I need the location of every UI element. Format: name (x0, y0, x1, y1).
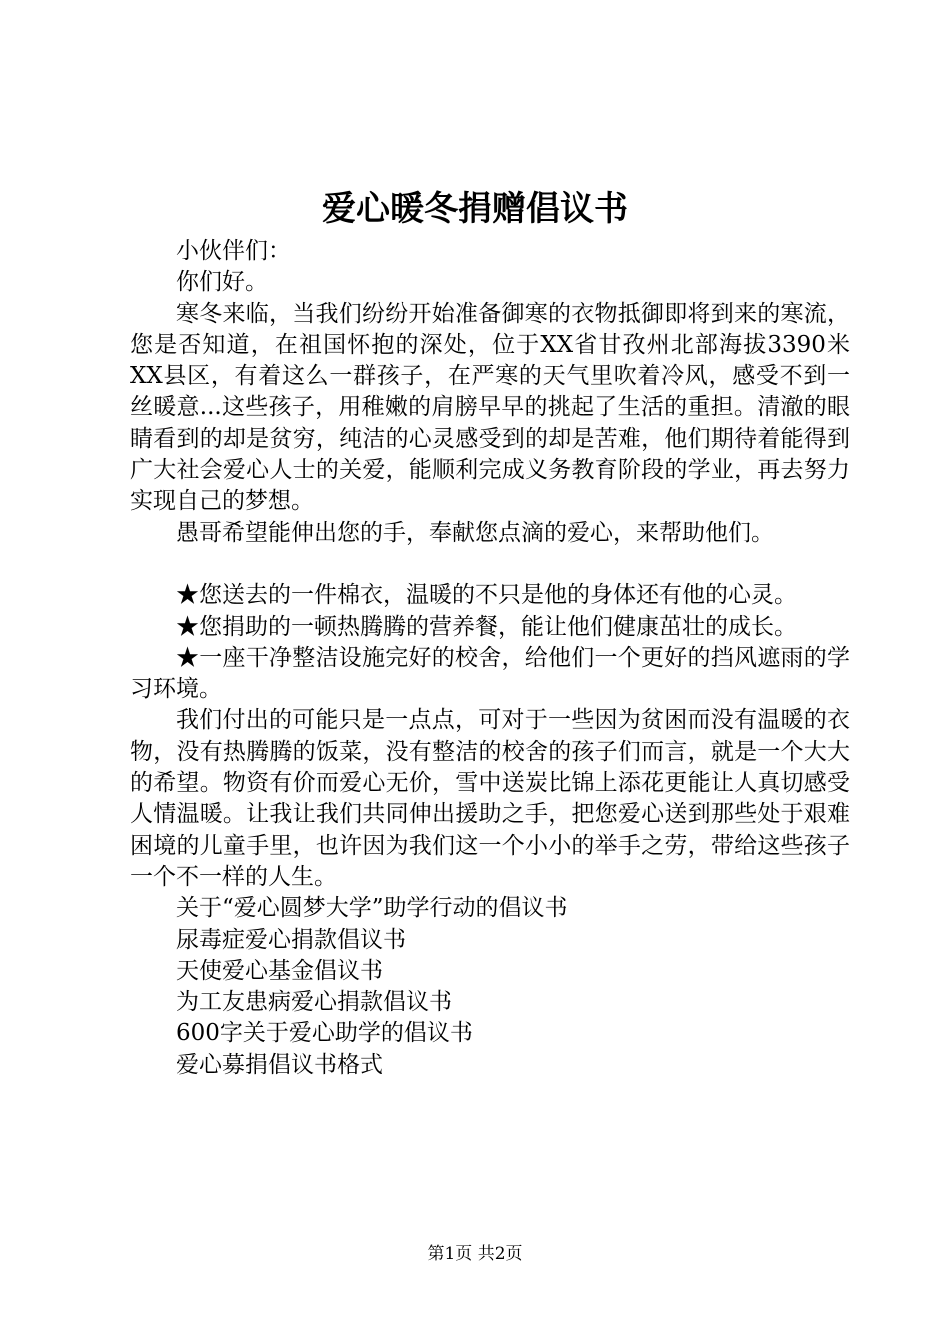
bullet-item: ★您送去的一件棉衣，温暖的不只是他的身体还有他的心灵。 (176, 582, 797, 609)
bullet-item: ★您捐助的一顿热腾腾的营养餐，能让他们健康茁壮的成长。 (176, 613, 797, 640)
blank-line (130, 549, 850, 580)
related-link[interactable]: 尿毒症爱心捐款倡议书 (176, 926, 406, 953)
document-body (130, 236, 850, 1081)
bullet-item: ★一座干净整洁设施完好的校舍，给他们一个更好的挡风遮雨的学习环境。 (130, 644, 850, 703)
document-title: 爱心暖冬捐赠倡议书 (322, 189, 628, 229)
greeting: 你们好。 (176, 269, 268, 296)
related-link[interactable]: 爱心募捐倡议书格式 (176, 1051, 383, 1078)
paragraph-intro: 寒冬来临，当我们纷纷开始准备御寒的衣物抵御即将到来的寒流，您是否知道，在祖国怀抱的深处，位于XX省甘孜州北部海拔3390米XX县区，有着这么一群孩子，在严寒的天气里吹着冷风，感受不到一丝暖意...这些孩子，用稚嫩的肩膀早早的挑起了生活的重担。清澈的眼睛看到的却是贫穷，纯洁的心灵感受到的却是苦难，他们期待着能得到广大社会爱心人士的关爱，能顺利完成义务教育阶段的学业，再去努力实现自己的梦想。 (130, 300, 850, 515)
salutation: 小伙伴们： (176, 238, 291, 264)
related-link[interactable]: 600字关于爱心助学的倡议书 (176, 1020, 473, 1047)
paragraph-appeal: 愚哥希望能伸出您的手，奉献您点滴的爱心，来帮助他们。 (176, 519, 774, 546)
page-footer: 第1页 共2页 (427, 1244, 523, 1264)
related-link[interactable]: 为工友患病爱心捐款倡议书 (176, 989, 452, 1016)
paragraph-closing: 我们付出的可能只是一点点，可对于一些因为贫困而没有温暖的衣物，没有热腾腾的饭菜，没有整洁的校舍的孩子们而言，就是一个大大的希望。物资有价而爱心无价，雪中送炭比锦上添花更能让人真切感受人情温暖。让我让我们共同伸出援助之手，把您爱心送到那些处于艰难困境的儿童手里，也许因为我们这一个小小的举手之劳，带给这些孩子一个不一样的人生。 (130, 707, 850, 890)
related-link[interactable]: 天使爱心基金倡议书 (176, 957, 383, 984)
related-link[interactable]: 关于“爱心圆梦大学”助学行动的倡议书 (176, 895, 568, 922)
